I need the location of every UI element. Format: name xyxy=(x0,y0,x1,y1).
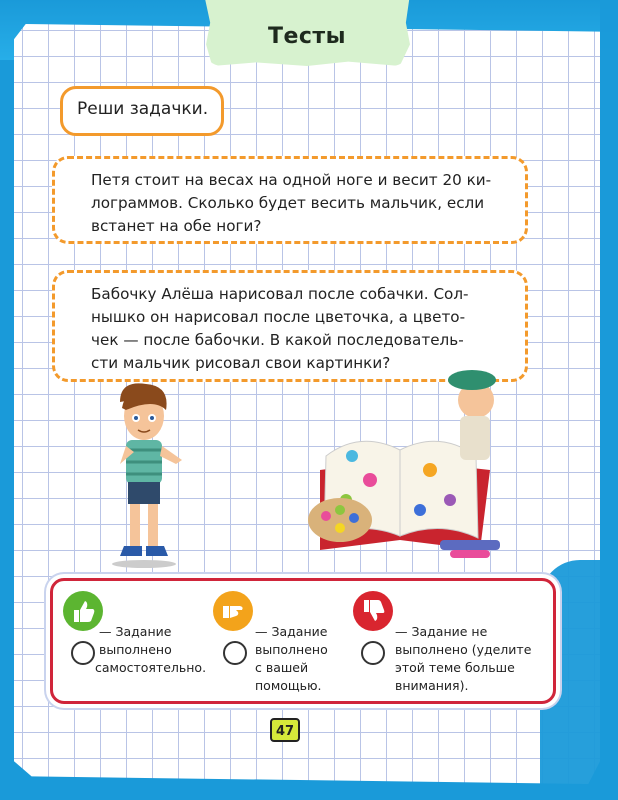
task-1-line: лограммов. Сколько будет весить мальчик, если xyxy=(91,194,485,212)
painter-book-illustration xyxy=(300,360,510,570)
boy-illustration xyxy=(96,380,192,570)
task-2-line: Бабочку Алёша нарисовал после собачки. Сол- xyxy=(91,285,469,303)
legend-line: внимания). xyxy=(395,678,469,693)
legend-line: самостоятельно. xyxy=(95,660,207,675)
legend-line: с вашей xyxy=(255,660,309,675)
task-1-line: Петя стоит на весах на одной ноге и весит 20 ки- xyxy=(91,171,492,189)
page-number: 47 xyxy=(270,718,300,742)
legend-text-with-help xyxy=(255,623,345,695)
thumbs-side-icon xyxy=(213,591,253,631)
page-title: Тесты xyxy=(267,24,347,49)
legend-line: выполнено (уделите xyxy=(395,642,532,657)
task-2-line: нышко он нарисовал после цветочка, а цвето- xyxy=(91,308,466,326)
thumbs-down-icon xyxy=(353,591,393,631)
legend-line: — Задание не xyxy=(395,624,488,639)
frame-bottom xyxy=(0,784,618,800)
task-2-line: сти мальчик рисовал свои картинки? xyxy=(91,354,391,372)
task-box-1 xyxy=(52,156,528,244)
frame-left xyxy=(0,60,14,800)
legend-line: выполнено xyxy=(255,642,328,657)
self-assessment-legend xyxy=(50,578,556,704)
thumbs-up-icon xyxy=(63,591,103,631)
legend-text-independent xyxy=(95,623,219,677)
legend-line: этой теме больше xyxy=(395,660,515,675)
task-2-line: чек — после бабочки. В какой последователь- xyxy=(91,331,464,349)
legend-checkbox-independent[interactable] xyxy=(71,641,95,665)
legend-checkbox-with-help[interactable] xyxy=(223,641,247,665)
task-1-line: встанет на обе ноги? xyxy=(91,217,262,235)
legend-line: — Задание xyxy=(99,624,172,639)
legend-text-not-done xyxy=(395,623,545,695)
legend-line: выполнено xyxy=(99,642,172,657)
instruction-text: Реши задачки. xyxy=(77,99,209,119)
legend-checkbox-not-done[interactable] xyxy=(361,641,385,665)
legend-line: помощью. xyxy=(255,678,322,693)
instruction-box xyxy=(60,86,224,136)
legend-line: — Задание xyxy=(255,624,328,639)
